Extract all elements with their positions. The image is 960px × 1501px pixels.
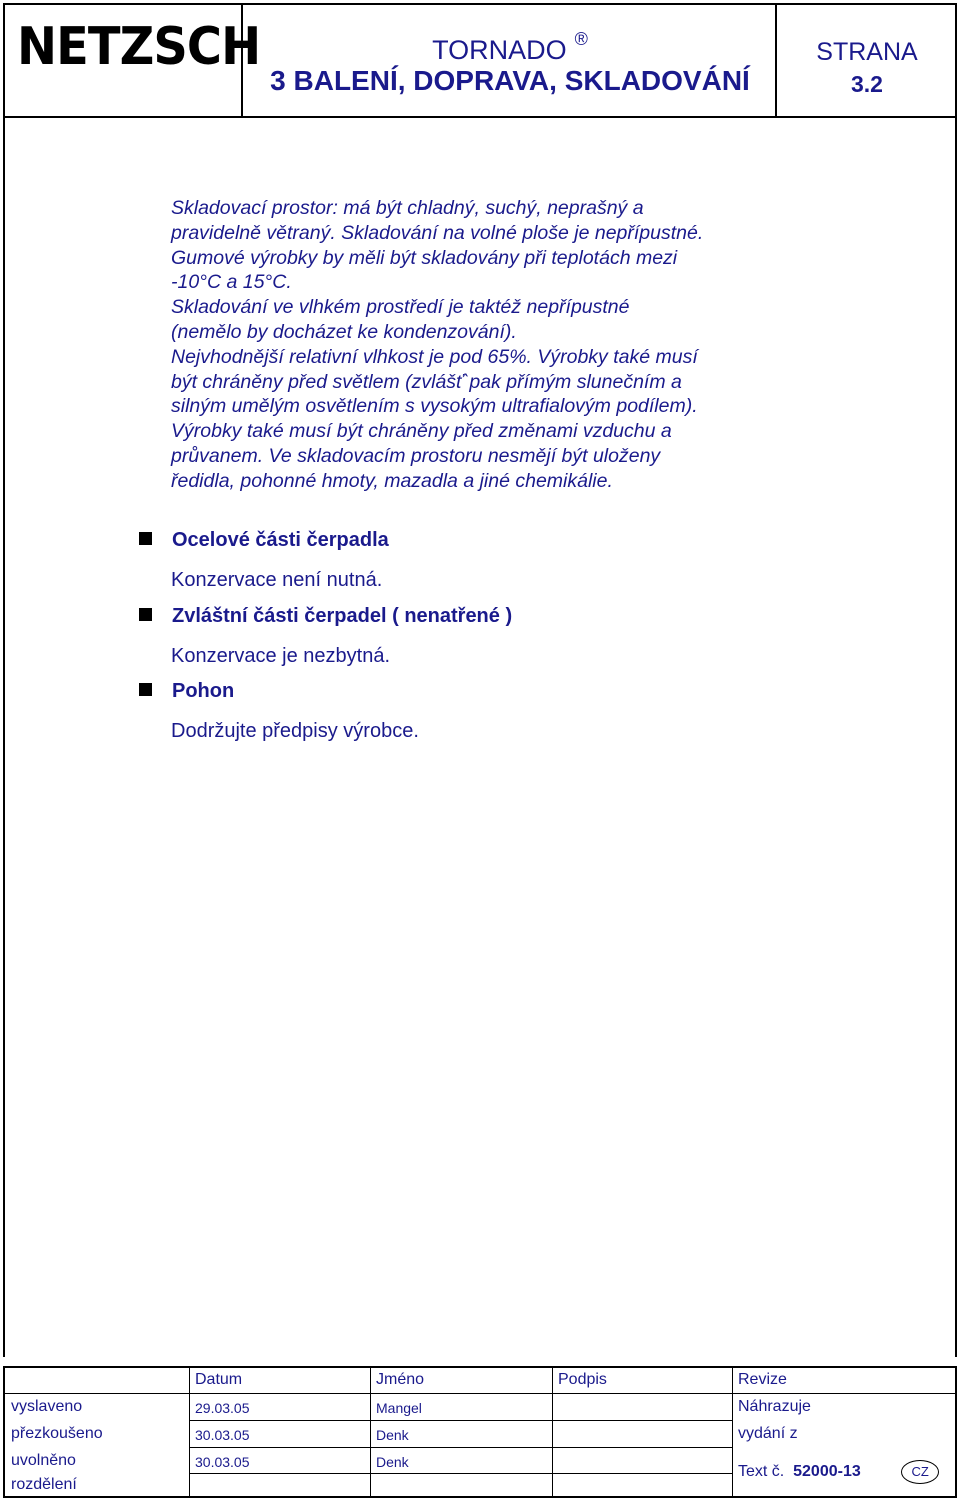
heading-label: Zvláštní části čerpadel ( nenatřené ) [172, 605, 513, 627]
table-divider [189, 1420, 732, 1421]
product-label: TORNADO [432, 35, 567, 65]
section-heading-special-parts [139, 605, 512, 628]
text-number-cell [732, 1460, 952, 1484]
section-text-steel-parts: Konzervace není nutná. [171, 569, 383, 591]
row-date: 30.03.05 [195, 1427, 250, 1443]
row-label: přezkoušeno [11, 1425, 103, 1442]
column-header-podpis: Podpis [558, 1371, 607, 1388]
vydani-label: vydání z [738, 1425, 798, 1442]
row-label: uvolněno [11, 1452, 76, 1469]
storage-line: Nejvhodnější relativní vlhkost je pod 65%. Výrobky také musí [171, 345, 698, 368]
section-heading-drive [139, 680, 234, 703]
column-header-revize: Revize [738, 1371, 787, 1388]
storage-line: -10°C a 15°C. [171, 271, 292, 294]
table-divider [189, 1447, 732, 1448]
page-header [3, 3, 957, 118]
heading-label: Pohon [172, 680, 235, 702]
column-header-jmeno: Jméno [376, 1371, 425, 1388]
bullet-square-icon [139, 532, 152, 545]
bullet-square-icon [139, 608, 152, 621]
page-number: 3.2 [851, 71, 883, 97]
netzsch-logo: NETZSCH [17, 17, 261, 77]
page-body [3, 116, 957, 1357]
storage-line: Gumové výrobky by měli být skladovány při teplotách mezi [171, 246, 678, 269]
product-name [243, 29, 777, 66]
page-label: STRANA [816, 38, 918, 66]
language-badge: CZ [901, 1460, 939, 1484]
storage-line: být chráněny před světlem (zvlášť`pak přímým slunečním a [171, 370, 682, 393]
row-name: Mangel [376, 1400, 422, 1416]
text-number-label: Text č. [738, 1463, 785, 1481]
storage-paragraph [171, 196, 771, 494]
storage-line: silným umělým osvětlením s vysokým ultrafialovým podílem). [171, 395, 698, 418]
table-divider [189, 1473, 732, 1474]
logo-cell [5, 5, 261, 116]
nahrazuje-label: Náhrazuje [738, 1398, 811, 1415]
storage-line: (nemělo by docházet ke kondenzování). [171, 320, 517, 343]
row-date: 29.03.05 [195, 1400, 250, 1416]
section-heading-steel-parts [139, 529, 389, 552]
storage-line: ředidla, pohonné hmoty, mazadla a jiné chemikálie. [171, 469, 613, 492]
section-text-special-parts: Konzervace je nezbytná. [171, 645, 391, 667]
table-divider [5, 1393, 955, 1394]
storage-line: pravidelně větraný. Skladování na volné ploše je nepřípustné. [171, 221, 704, 244]
bullet-square-icon [139, 683, 152, 696]
row-name: Denk [376, 1454, 409, 1470]
registered-mark: ® [574, 29, 588, 49]
storage-line: Skladovací prostor: má být chladný, suchý, neprašný a [171, 197, 644, 219]
text-number: 52000-13 [793, 1463, 861, 1481]
row-date: 30.03.05 [195, 1454, 250, 1470]
section-title: 3 BALENÍ, DOPRAVA, SKLADOVÁNÍ [270, 65, 750, 96]
title-cell [243, 5, 777, 116]
storage-line: průvanem. Ve skladovacím prostoru nesmějí být uloženy [171, 444, 661, 467]
column-header-datum: Datum [195, 1371, 243, 1388]
row-label: vyslaveno [11, 1398, 83, 1415]
row-name: Denk [376, 1427, 409, 1443]
storage-line: Výrobky také musí být chráněny před změnami vzduchu a [171, 420, 672, 443]
row-label: rozdělení [11, 1476, 77, 1493]
section-text-drive: Dodržujte předpisy výrobce. [171, 720, 419, 742]
page-cell [777, 5, 957, 116]
document-footer-table [3, 1366, 957, 1498]
storage-line: Skladování ve vlhkém prostředí je taktéž nepřípustné [171, 296, 630, 319]
heading-label: Ocelové části čerpadla [172, 529, 389, 551]
